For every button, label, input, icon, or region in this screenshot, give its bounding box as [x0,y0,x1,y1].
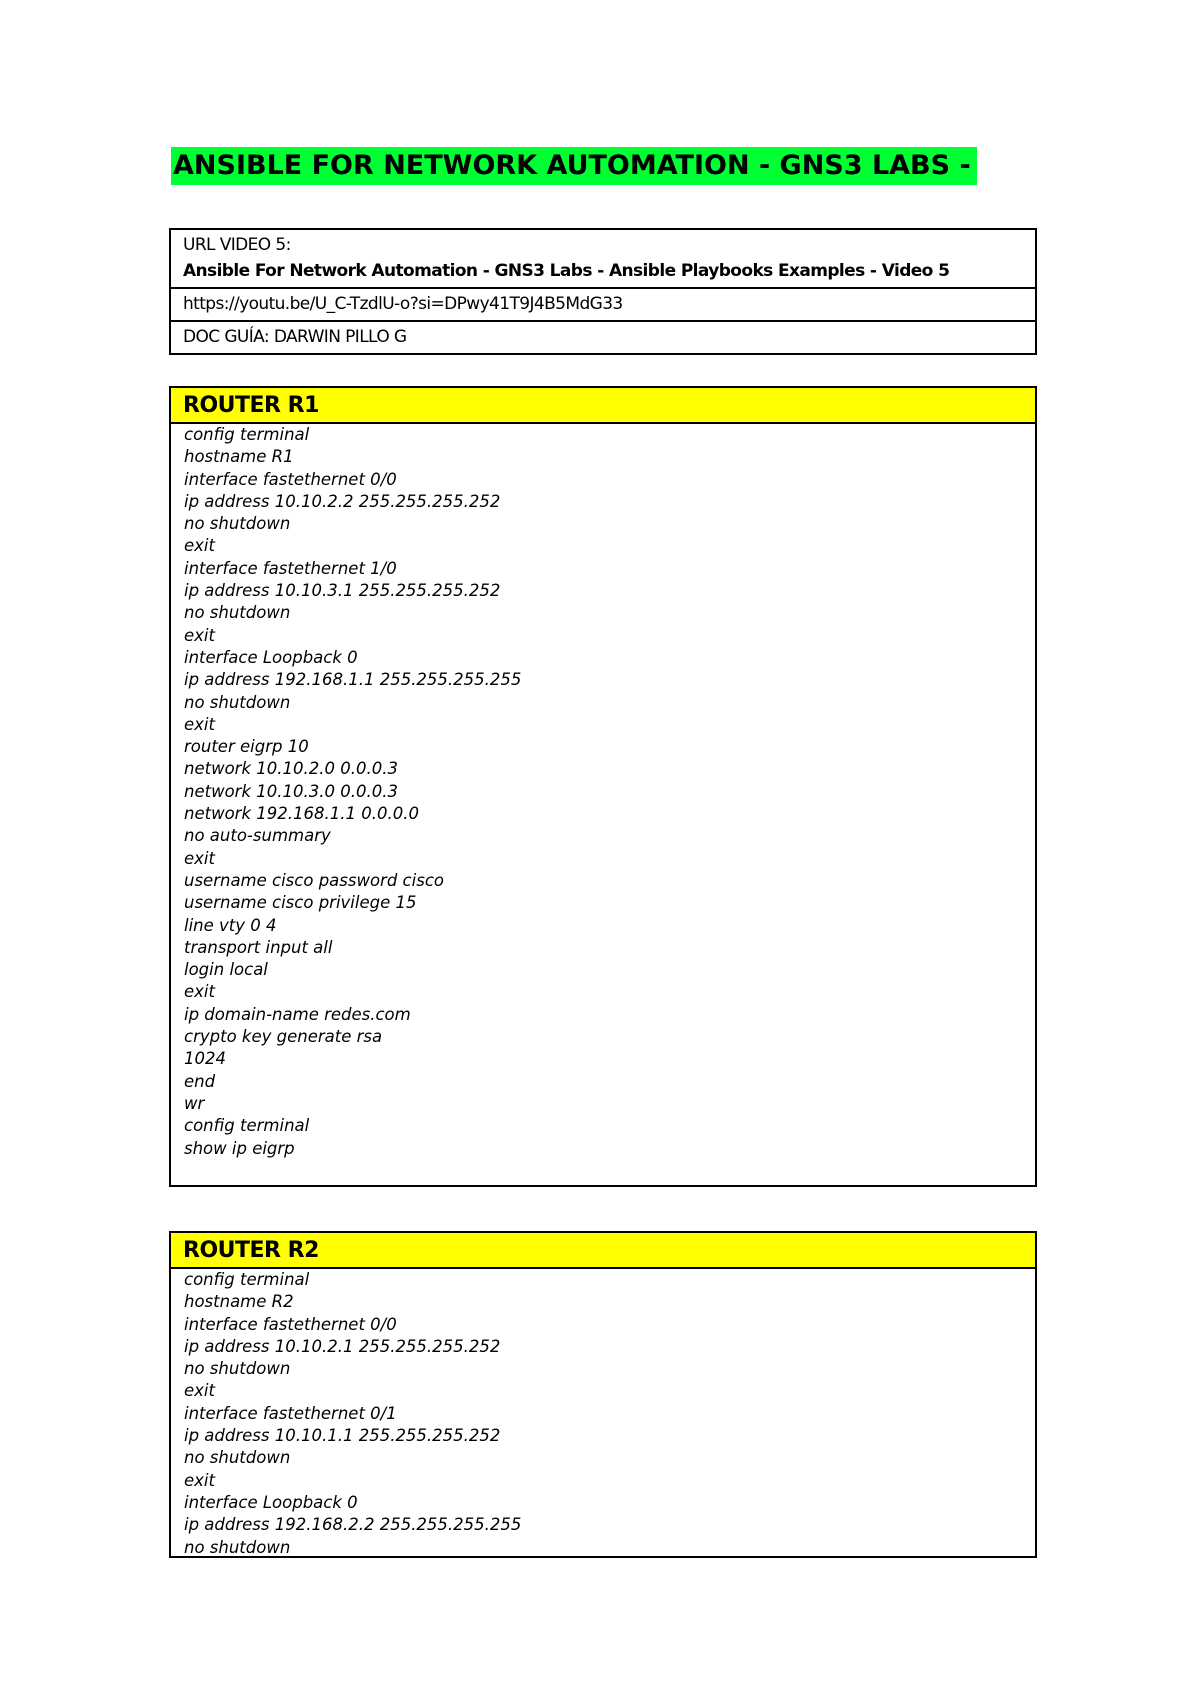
command-line: no shutdown [184,692,291,712]
command-line: exit [184,982,215,1002]
command-line: username cisco password cisco [184,870,444,890]
video-info-box [169,228,1037,355]
command-line: interface fastethernet 0/0 [184,1314,397,1334]
command-line: network 192.168.1.1 0.0.0.0 [184,804,419,824]
router-r2-header: ROUTER R2 [171,1233,1035,1269]
video-title: Ansible For Network Automation - GNS3 Labs - Ansible Playbooks Examples - Video 5 [183,261,950,281]
command-line: no shutdown [184,1448,291,1468]
command-line: ip address 10.10.2.1 255.255.255.252 [184,1336,501,1356]
command-line: hostname R1 [184,447,294,467]
command-line: ip address 10.10.3.1 255.255.255.252 [184,581,501,601]
document-title: ANSIBLE FOR NETWORK AUTOMATION - GNS3 LABS - [171,147,977,185]
video-url-link[interactable]: https://youtu.be/U_C-TzdlU-o?si=DPwy41T9J4B5MdG33 [183,294,623,314]
command-line: exit [184,625,215,645]
command-line: ip address 192.168.2.2 255.255.255.255 [184,1515,522,1535]
command-line: interface fastethernet 0/0 [184,469,397,489]
command-line: network 10.10.3.0 0.0.0.3 [184,781,398,801]
video-info-row [171,230,1035,289]
command-line: no shutdown [184,514,291,534]
url-video-label: URL VIDEO 5: [183,235,291,255]
command-line: line vty 0 4 [184,915,277,935]
command-line: hostname R2 [184,1292,294,1312]
command-line: exit [184,1470,215,1490]
command-line: exit [184,536,215,556]
router-r1-commands [171,424,1035,1160]
command-line: ip address 192.168.1.1 255.255.255.255 [184,670,522,690]
command-line: ip domain-name redes.com [184,1004,411,1024]
router-r2-commands [171,1269,1035,1558]
command-line: exit [184,848,215,868]
command-line: show ip eigrp [184,1138,295,1158]
command-line: login local [184,960,268,980]
command-line: exit [184,714,215,734]
command-line: interface Loopback 0 [184,647,358,667]
command-line: ip address 10.10.1.1 255.255.255.252 [184,1426,501,1446]
command-line: no auto-summary [184,826,331,846]
command-line: ip address 10.10.2.2 255.255.255.252 [184,491,501,511]
video-url-row [171,289,1035,322]
command-line: no shutdown [184,603,291,623]
command-line: no shutdown [184,1359,291,1379]
command-line: network 10.10.2.0 0.0.0.3 [184,759,398,779]
command-line: config terminal [184,1116,310,1136]
router-r1-header: ROUTER R1 [171,388,1035,424]
router-r1-box [169,386,1037,1187]
command-line: end [184,1071,216,1091]
command-line: interface fastethernet 0/1 [184,1403,397,1423]
command-line: 1024 [184,1049,226,1069]
command-line: crypto key generate rsa [184,1027,383,1047]
command-line: config terminal [184,1270,310,1289]
command-line: interface fastethernet 1/0 [184,558,397,578]
command-line: router eigrp 10 [184,737,309,757]
router-r2-box [169,1231,1037,1558]
command-line: username cisco privilege 15 [184,893,417,913]
command-line: config terminal [184,425,310,444]
doc-guide-row [171,322,1035,353]
command-line: exit [184,1381,215,1401]
command-line: transport input all [184,937,333,957]
command-line: no shutdown [184,1537,291,1557]
doc-guide-text: DOC GUÍA: DARWIN PILLO G [183,327,407,347]
command-line: interface Loopback 0 [184,1492,358,1512]
command-line: wr [184,1093,205,1113]
